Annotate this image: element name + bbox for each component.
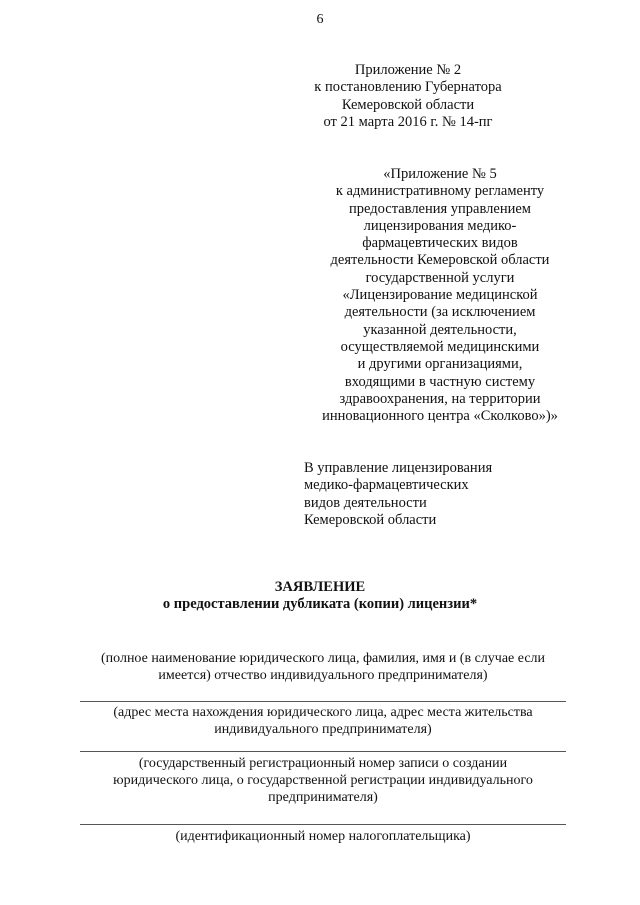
addressee-line: медико-фармацевтических: [304, 477, 469, 494]
appendix-5-line: лицензирования медико-: [363, 217, 517, 234]
appendix-5-line: указанной деятельности,: [363, 321, 517, 338]
addressee-line: видов деятельности: [304, 494, 427, 511]
appendix-2-line: к постановлению Губернатора: [314, 79, 502, 96]
appendix-5-header: [290, 166, 590, 425]
appendix-5-line: входящими в частную систему: [344, 373, 536, 390]
appendix-5-line: осуществляемой медицинскими: [340, 338, 540, 355]
appendix-5-line: инновационного центра «Сколково»)»: [322, 408, 558, 425]
field-caption-line: имеется) отчество индивидуального предпринимателя): [158, 668, 488, 683]
document-title: [0, 579, 640, 613]
appendix-2-line: Приложение № 2: [354, 62, 462, 78]
appendix-2-header: [300, 62, 516, 131]
field-caption-line: предпринимателя): [268, 790, 378, 805]
appendix-5-line: здравоохранения, на территории: [339, 390, 541, 407]
field-caption-line: индивидуального предпринимателя): [214, 722, 432, 737]
field-caption-taxpayer-id: [80, 828, 566, 845]
appendix-2-line: от 21 марта 2016 г. № 14-пг: [323, 113, 493, 130]
field-caption-line: (идентификационный номер налогоплательщика): [175, 829, 471, 844]
appendix-5-line: предоставления управлением: [349, 200, 531, 217]
appendix-5-line: деятельности (за исключением: [344, 304, 536, 321]
field-caption-line: юридического лица, о государственной регистрации индивидуального: [113, 773, 533, 788]
field-caption-line: (государственный регистрационный номер записи о создании: [138, 756, 508, 771]
field-caption-registration-number: [80, 755, 566, 806]
page-number: 6: [316, 12, 324, 27]
appendix-2-line: Кемеровской области: [341, 96, 475, 113]
appendix-5-line: деятельности Кемеровской области: [330, 252, 550, 269]
appendix-5-line: «Приложение № 5: [383, 166, 497, 182]
addressee-line: В управление лицензирования: [304, 460, 493, 476]
appendix-5-line: «Лицензирование медицинской: [342, 287, 538, 304]
field-caption-address: [80, 704, 566, 738]
title-heading: ЗАЯВЛЕНИЕ: [274, 579, 366, 595]
appendix-5-line: фармацевтических видов: [362, 235, 518, 252]
title-subheading: о предоставлении дубликата (копии) лицензии*: [162, 596, 478, 612]
addressee-block: [304, 460, 492, 529]
fill-in-line-registration-number[interactable]: [80, 751, 566, 752]
addressee-line: Кемеровской области: [304, 511, 437, 528]
fill-in-line-taxpayer-id[interactable]: [80, 824, 566, 825]
field-caption-line: (адрес места нахождения юридического лица, адрес места жительства: [113, 705, 533, 720]
appendix-5-line: государственной услуги: [365, 269, 515, 286]
field-caption-line: (полное наименование юридического лица, фамилия, имя и (в случае если: [100, 651, 546, 666]
field-caption-applicant-name: [80, 650, 566, 684]
fill-in-line-address[interactable]: [80, 701, 566, 702]
appendix-5-line: к административному регламенту: [335, 183, 545, 200]
appendix-5-line: и другими организациями,: [357, 356, 523, 373]
